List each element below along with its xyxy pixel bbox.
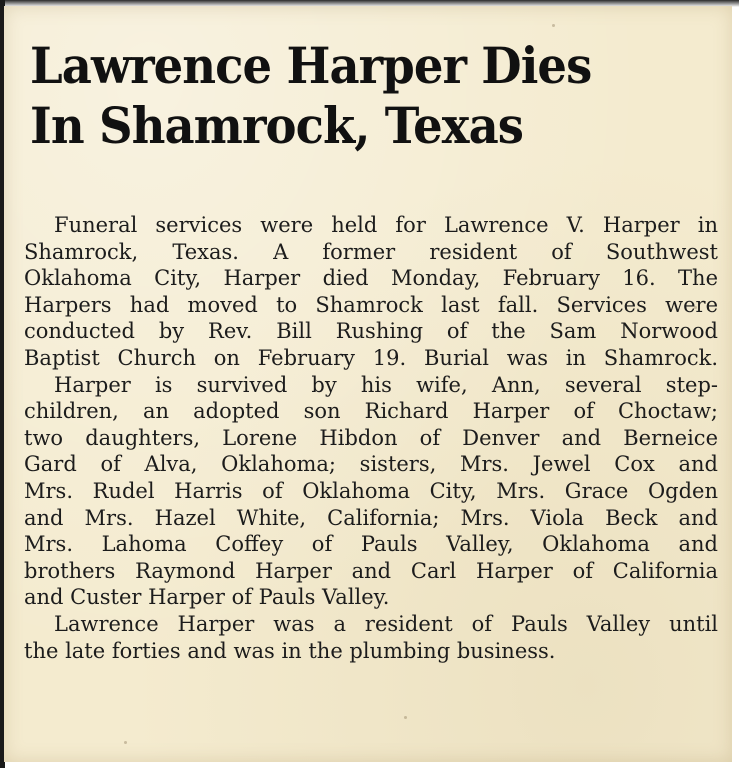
paper-speck <box>552 24 555 27</box>
body-line: Harpers had moved to Shamrock last fall. Services were <box>24 292 718 317</box>
body-line: Harper is survived by his wife, Ann, several step- <box>54 372 718 397</box>
body-line: conducted by Rev. Bill Rushing of the Sam Norwood <box>24 319 718 344</box>
body-line: Mrs. Lahoma Coffey of Pauls Valley, Oklahoma and <box>24 532 718 557</box>
body-line: the late forties and was in the plumbing business. <box>24 638 556 663</box>
article-headline <box>30 36 681 156</box>
body-line: and Mrs. Hazel White, California; Mrs. Viola Beck and <box>24 505 718 530</box>
body-line: and Custer Harper of Pauls Valley. <box>24 585 390 610</box>
headline-line-1: Lawrence Harper Dies <box>30 36 592 95</box>
paper-speck <box>404 716 407 719</box>
headline-line-2: In Shamrock, Texas <box>30 96 524 155</box>
body-line: Mrs. Rudel Harris of Oklahoma City, Mrs. Grace Ogden <box>24 478 718 503</box>
body-line: Baptist Church on February 19. Burial was in Shamrock. <box>24 345 718 370</box>
body-line: Gard of Alva, Oklahoma; sisters, Mrs. Jewel Cox and <box>24 452 718 477</box>
body-line: Oklahoma City, Harper died Monday, February 16. The <box>24 266 718 291</box>
body-line: brothers Raymond Harper and Carl Harper of California <box>24 558 718 583</box>
body-line: children, an adopted son Richard Harper of Choctaw; <box>24 399 718 424</box>
body-line: Lawrence Harper was a resident of Pauls Valley until <box>54 611 718 636</box>
body-line: Funeral services were held for Lawrence V. Harper in <box>54 213 718 237</box>
paper-speck <box>124 741 127 744</box>
body-line: two daughters, Lorene Hibdon of Denver and Berneice <box>24 425 718 450</box>
article-body <box>24 212 718 664</box>
body-line: Shamrock, Texas. A former resident of Southwest <box>24 239 718 264</box>
